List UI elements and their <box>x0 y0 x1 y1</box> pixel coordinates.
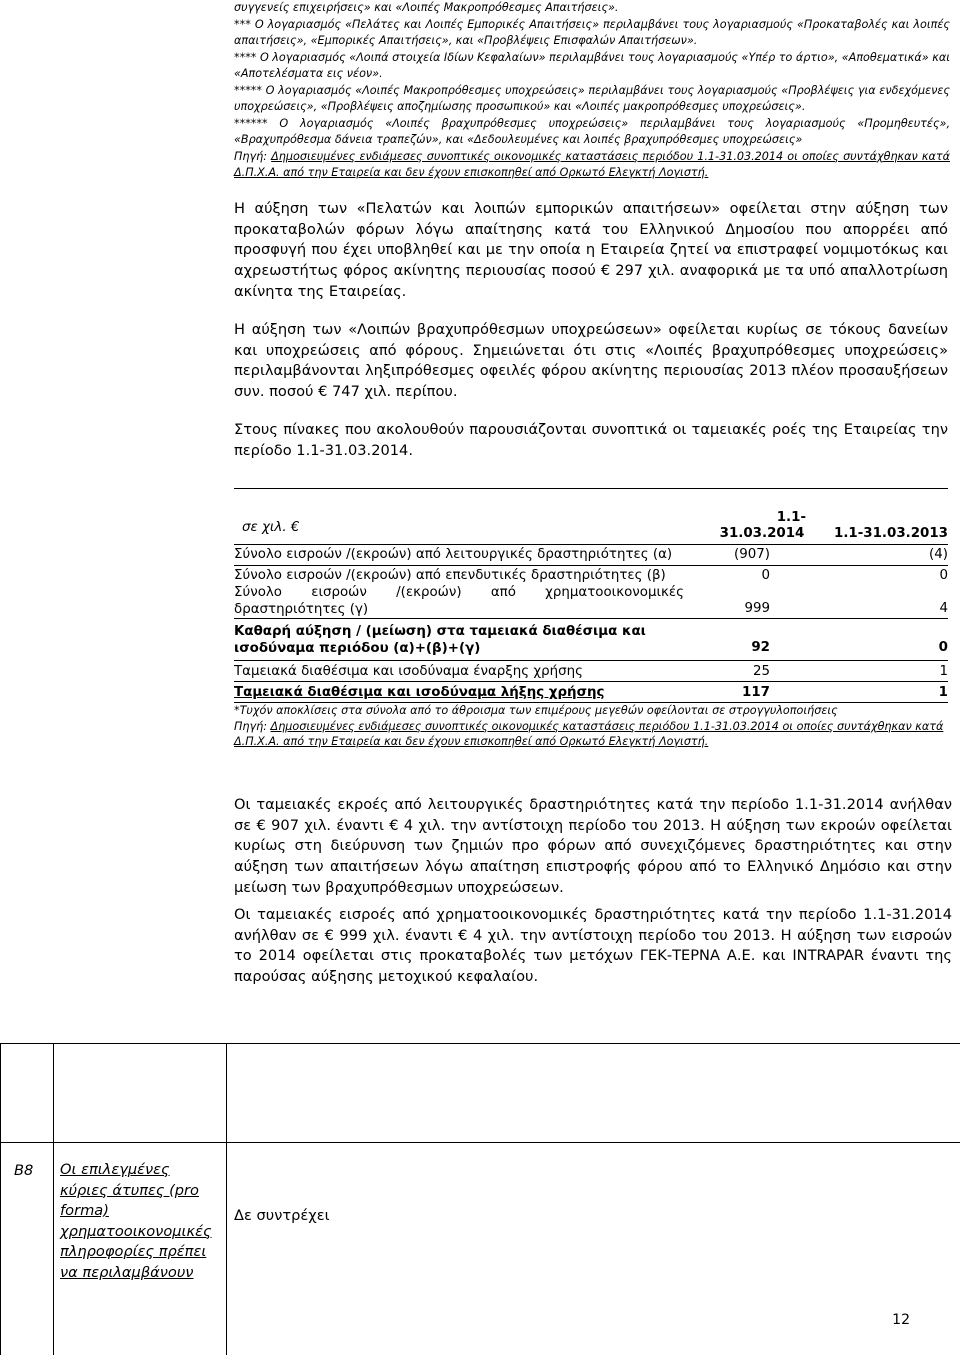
paragraph-receivables: Η αύξηση των «Πελατών και λοιπών εμπορικών απαιτήσεων» οφείλεται στην αύξηση των προκαταβολών φόρων λόγω απαίτησης κατά του Ελληνικού Δημοσίου που απορρέει από προσφυγή που έχει υποβληθεί και με την οποία η Εταιρεία ζητεί να επιστραφεί νομιμοτόκως και αχρεωστήτως φόρος ακίνητης περιουσίας ποσού € 297 χιλ. αναφορικά με τα υπό απαλλοτρίωση ακίνητα της Εταιρείας. <box>234 200 948 300</box>
row-value-2014: 92 <box>751 640 770 655</box>
row-rule <box>234 618 948 619</box>
rounding-note: *Τυχόν αποκλίσεις στα σύνολα από το άθροισμα των επιμέρους μεγεθών οφείλονται σε στρογγυλοποιήσεις <box>234 704 838 717</box>
table-row <box>234 568 948 586</box>
unit-label: σε χιλ. € <box>242 520 300 535</box>
table-row <box>234 664 948 682</box>
row-rule <box>234 660 948 661</box>
row-label: Ταμειακά διαθέσιμα και ισοδύναμα λήξης χρήσης <box>234 685 605 700</box>
table-notes <box>234 703 950 750</box>
table-header-row <box>234 510 948 544</box>
row-value-2014: (907) <box>733 547 770 562</box>
source-prefix: Πηγή: <box>234 149 272 163</box>
row-label: Ταμειακά διαθέσιμα και ισοδύναμα έναρξης χρήσης <box>234 664 583 679</box>
b8-box-top <box>0 1043 960 1044</box>
row-value-2014: 117 <box>742 685 770 700</box>
row-value-2014: 0 <box>761 568 770 583</box>
col-2014-header-line2: 31.03.2014 <box>719 526 805 541</box>
source-text: Δημοσιευμένες ενδιάμεσες συνοπτικές οικονομικές καταστάσεις περιόδου 1.1-31.03.2014 οι οποίες συντάχθηκαν κατά Δ.Π.Χ.Α. από την Εταιρεία και δεν έχουν επισκοπηθεί από Ορκωτό Ελεγκτή Λογιστή. <box>234 149 951 179</box>
footnote-3: *** Ο λογαριασμός «Πελάτες και Λοιπές Εμπορικές Απαιτήσεις» περιλαμβάνει τους λογαριασμούς «Προκαταβολές και λοιπές απαιτήσεις», «Εμπορικές Απαιτήσεις», και «Προβλέψεις Επισφαλών Απαιτήσεων». <box>234 17 950 47</box>
row-label: Σύνολο εισροών /(εκροών) από λειτουργικές δραστηριότητες (α) <box>234 547 673 562</box>
footnote-5: ***** Ο λογαριασμός «Λοιπές Μακροπρόθεσμες υποχρεώσεις» περιλαμβάνει τους λογαριασμούς «Προβλέψεις για ενδεχόμενες υποχρεώσεις», «Προβλέψεις αποζημίωσης προσωπικού» και «Λοιπές μακροπρόθεσμες υποχρεώσεις». <box>234 83 950 113</box>
b8-code: B8 <box>14 1162 34 1179</box>
footnote-line1: συγγενείς επιχειρήσεις» και «Λοιπές Μακροπρόθεσμες Απαιτήσεις». <box>234 1 619 14</box>
source-text: Δημοσιευμένες ενδιάμεσες συνοπτικές οικονομικές καταστάσεις περιόδου 1.1-31.03.2014 οι οποίες συντάχθηκαν κατά Δ.Π.Χ.Α. από την Εταιρεία και δεν έχουν επισκοπηθεί από Ορκωτό Ελεγκτή Λογιστή. <box>234 719 944 748</box>
paragraph-payables: Η αύξηση των «Λοιπών βραχυπρόθεσμων υποχρεώσεων» οφείλεται κυρίως σε τόκους δανείων και υποχρεώσεις από φόρους. Σημειώνεται ότι στις «Λοιπές βραχυπρόθεσμες υποχρεώσεις» περιλαμβάνονται ληξιπρόθεσμες οφειλές φόρου ακίνητης περιουσίας 2013 πλέον προσαυξήσεων συν. ποσού € 747 χιλ. περίπου. <box>234 321 948 401</box>
table-row <box>234 547 948 565</box>
row-rule <box>234 681 948 682</box>
col-2014-header-line1: 1.1- <box>776 510 806 525</box>
row-rule <box>234 565 948 566</box>
table-row <box>234 585 948 619</box>
footnote-source <box>234 149 950 182</box>
row-value-2013: (4) <box>929 547 948 562</box>
footnote-6: ****** Ο λογαριασμός «Λοιπές βραχυπρόθεσμες υποχρεώσεις» περιλαμβάνει τους λογαριασμούς «Προμηθευτές», «Βραχυπρόθεσμα δάνεια τραπεζών», και «Δεδουλευμένες και λοιπές βραχυπρόθεσμες υποχρεώσεις» <box>234 116 950 146</box>
row-value-2013: 0 <box>939 568 948 583</box>
paragraph-cashflow-intro: Στους πίνακες που ακολουθούν παρουσιάζονται συνοπτικά οι ταμειακές ροές της Εταιρείας την περίοδο 1.1-31.03.2014. <box>234 421 948 459</box>
header-rule <box>234 544 948 545</box>
row-label: Καθαρή αύξηση / (μείωση) στα ταμειακά διαθέσιμα και ισοδύναμα περιόδου (α)+(β)+(γ) <box>234 624 646 656</box>
row-value-2013: 4 <box>939 601 948 616</box>
row-value-2014: 25 <box>752 664 770 679</box>
col-2013-header: 1.1-31.03.2013 <box>834 526 948 541</box>
source-prefix: Πηγή: <box>234 719 271 733</box>
footnotes-top <box>234 0 950 182</box>
b8-col-divider-2 <box>226 1043 227 1355</box>
table-row-closing-cash <box>234 685 948 703</box>
page-number: 12 <box>892 1312 910 1328</box>
row-label: Σύνολο εισροών /(εκροών) από χρηματοοικονομικές δραστηριότητες (γ) <box>234 585 684 617</box>
row-value-2014: 999 <box>744 601 770 616</box>
paragraph-operating-outflows: Οι ταμειακές εκροές από λειτουργικές δραστηριότητες κατά την περίοδο 1.1-31.2014 ανήλθαν σε € 907 χιλ. έναντι € 4 χιλ. την αντίστοιχη περίοδο του 2013. Η αύξηση των εκροών οφείλεται κυρίως στη διεύρυνση των ζημιών προ φόρων από συνεχιζόμενες δραστηριότητες και στην αύξηση των απαιτήσεων λόγω απαίτηση επιστροφής φόρου από το Ελληνικό Δημόσιο και στην μείωση των βραχυπρόθεσμων υποχρεώσεων. <box>234 796 952 896</box>
b8-row-top <box>0 1142 960 1143</box>
b8-answer: Δε συντρέχει <box>234 1207 330 1224</box>
b8-description: Οι επιλεγμένες κύριες άτυπες (pro forma) χρηματοοικονομικές πληροφορίες πρέπει να περιλαμβάνουν <box>60 1161 212 1281</box>
row-label: Σύνολο εισροών /(εκροών) από επενδυτικές δραστηριότητες (β) <box>234 568 666 583</box>
paragraph-financing-inflows: Οι ταμειακές εισροές από χρηματοοικονομικές δραστηριότητες κατά την περίοδο 1.1-31.2014 ανήλθαν σε € 999 χιλ. έναντι € 4 χιλ. την αντίστοιχη περίοδο του 2013. Η αύξηση των εισροών το 2014 οφείλεται στις προκαταβολές των μετόχων ΓΕΚ-ΤΕΡΝΑ Α.Ε. και INTRAPAR έναντι της παρούσας αύξησης μετοχικού κεφαλαίου. <box>234 906 952 986</box>
table-source <box>234 719 950 750</box>
b8-box-left <box>0 1043 1 1355</box>
row-value-2013: 1 <box>939 664 948 679</box>
footnote-4: **** Ο λογαριασμός «Λοιπά στοιχεία Ιδίων Κεφαλαίων» περιλαμβάνει τους λογαριασμούς «Υπέρ το άρτιο», «Αποθεματικά» και «Αποτελέσματα εις νέον». <box>234 50 950 80</box>
row-value-2013: 1 <box>938 685 948 700</box>
row-value-2013: 0 <box>938 640 948 655</box>
table-row-net-change <box>234 624 948 658</box>
table-top-rule <box>234 488 948 489</box>
b8-col-divider-1 <box>53 1043 54 1355</box>
